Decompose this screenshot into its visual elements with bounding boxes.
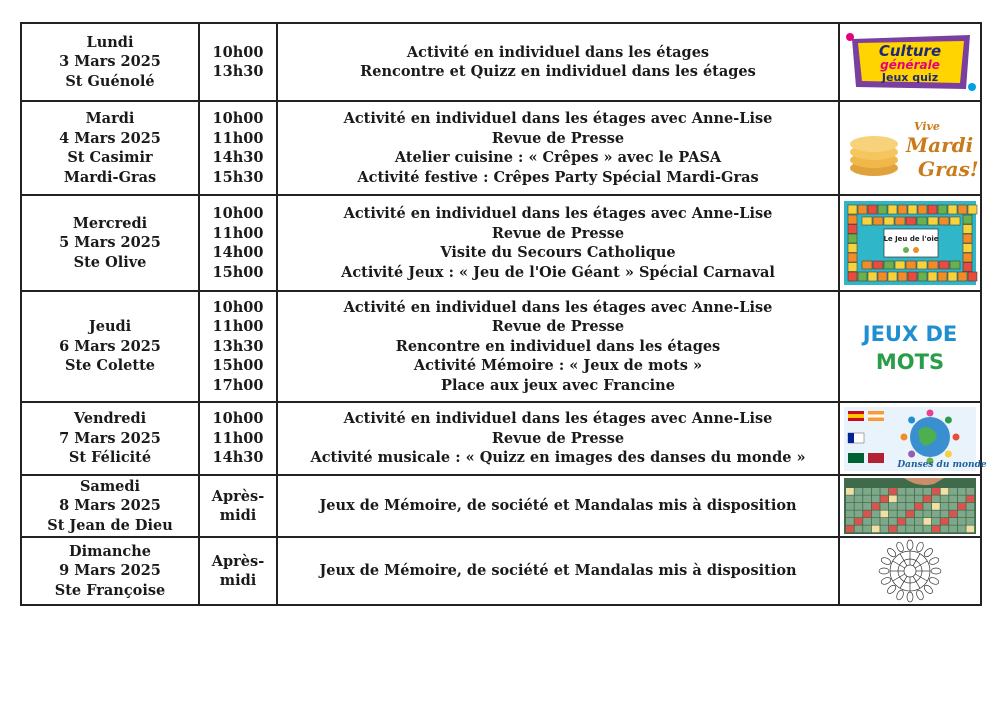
time-line: 10h00 [212,110,264,127]
time-line: 10h00 [212,205,264,222]
activity-line: Activité en individuel dans les étages avec Anne-Lise [343,205,773,222]
time-line: Après- [211,487,265,505]
illustration-cell [839,195,981,291]
jeux-de-mots-icon [844,297,976,397]
day-cell [21,291,199,402]
time-line: 10h00 [212,43,264,61]
schedule-table [20,22,987,606]
day-cell [21,23,199,101]
schedule-row [21,23,981,101]
activity-line: Activité Jeux : « Jeu de l'Oie Géant » Spécial Carnaval [341,263,775,281]
time-line: 14h00 [212,244,264,261]
illustration-cell [839,537,981,605]
time-line: 15h00 [212,357,264,375]
day-line: 7 Mars 2025 [59,429,161,447]
time-line: 15h30 [212,168,264,186]
mardi-gras-icon [844,108,979,188]
activity-cell [277,195,839,291]
day-line: 9 Mars 2025 [59,562,161,580]
day-cell [21,537,199,605]
schedule-row [21,101,981,195]
day-line: Vendredi [73,410,147,428]
activity-line: Activité musicale : « Quizz en images des danses du monde » [310,449,806,467]
day-line: St Jean de Dieu [47,516,173,534]
board-title: Le Jeu de l'oie [883,235,939,243]
activity-line: Activité Mémoire : « Jeux de mots » [413,357,703,375]
time-line: midi [219,572,257,589]
illustration-cell [839,23,981,101]
jeu-de-loie-board-icon [844,201,976,285]
day-line: Jeudi [88,318,132,336]
day-line: 6 Mars 2025 [59,337,161,355]
schedule-row [21,291,981,402]
time-line: midi [219,507,257,524]
day-line: Mercredi [72,214,148,232]
time-cell [199,402,277,475]
day-line: Samedi [79,477,141,495]
day-line: St Félicité [68,449,152,467]
activity-line: Activité en individuel dans les étages [406,43,710,61]
activity-line: Activité en individuel dans les étages avec Anne-Lise [343,298,773,316]
activity-line: Activité en individuel dans les étages avec Anne-Lise [343,410,773,428]
activity-cell [277,402,839,475]
schedule-row [21,537,981,605]
time-line: 14h30 [212,149,264,166]
day-line: Mardi [85,110,135,127]
mardi-gras-line-3: Gras! [918,157,979,181]
time-line: 10h00 [212,410,264,428]
day-cell [21,402,199,475]
time-cell [199,475,277,537]
time-line: 14h30 [212,449,264,467]
activity-cell [277,475,839,537]
time-cell [199,291,277,402]
culture-quiz-icon [844,29,976,95]
illustration-cell [839,101,981,195]
day-line: 5 Mars 2025 [59,234,161,252]
mandala-icon [844,540,976,602]
activity-line: Visite du Secours Catholique [440,244,676,261]
activity-line: Revue de Presse [491,318,625,336]
illustration-cell [839,402,987,475]
day-line: Ste Colette [64,357,155,375]
time-cell [199,537,277,605]
day-cell [21,101,199,195]
time-line: 15h00 [212,263,264,281]
activity-cell [277,101,839,195]
activity-line: Rencontre et Quizz en individuel dans les étages [360,63,756,80]
time-line: 13h30 [212,63,264,80]
time-line: Après- [211,552,265,570]
day-line: Lundi [86,33,134,51]
day-line: 8 Mars 2025 [59,497,161,515]
schedule-body [21,23,987,605]
scrabble-board-icon [844,478,976,534]
time-line: 13h30 [212,337,264,355]
activity-line: Place aux jeux avec Francine [441,376,675,394]
danses-du-monde-icon [844,407,987,471]
activity-cell [277,23,839,101]
time-line: 11h00 [212,129,264,147]
time-line: 11h00 [212,224,264,242]
quiz-line-2: générale [880,58,940,72]
mardi-gras-line-2: Mardi [906,133,974,157]
danses-caption: Danses du monde [897,459,987,470]
time-cell [199,101,277,195]
activity-line: Activité festive : Crêpes Party Spécial Mardi-Gras [357,168,759,186]
activity-line: Revue de Presse [491,429,625,447]
activity-line: Jeux de Mémoire, de société et Mandalas mis à disposition [319,497,797,515]
day-cell [21,195,199,291]
activity-line: Atelier cuisine : « Crêpes » avec le PASA [394,149,722,166]
illustration-cell [839,291,981,402]
time-line: 11h00 [212,429,264,447]
day-cell [21,475,199,537]
day-line: St Guénolé [65,72,155,90]
mardi-gras-line-1: Vive [914,120,940,133]
day-line: 4 Mars 2025 [59,129,161,147]
activity-line: Revue de Presse [491,224,625,242]
schedule-row [21,402,981,475]
quiz-line-3: Jeux quiz [881,71,939,84]
day-line: 3 Mars 2025 [59,53,161,71]
quiz-line-1: Culture [878,42,942,60]
activity-cell [277,291,839,402]
activity-line: Revue de Presse [491,129,625,147]
mots-line-2: MOTS [875,349,945,374]
schedule-row [21,195,981,291]
time-cell [199,195,277,291]
activity-line: Jeux de Mémoire, de société et Mandalas mis à disposition [319,562,797,580]
activity-cell [277,537,839,605]
time-line: 11h00 [212,318,264,336]
time-line: 10h00 [212,298,264,316]
schedule-row [21,475,981,537]
day-line: Mardi-Gras [63,168,157,186]
time-cell [199,23,277,101]
activity-line: Activité en individuel dans les étages avec Anne-Lise [343,110,773,127]
day-line: Dimanche [69,542,151,560]
activity-line: Rencontre en individuel dans les étages [395,337,721,355]
day-line: Ste Françoise [54,581,166,599]
mots-line-1: JEUX DE [862,321,958,346]
day-line: St Casimir [67,149,153,166]
day-line: Ste Olive [73,253,147,271]
time-line: 17h00 [212,376,264,394]
illustration-cell [839,475,981,537]
